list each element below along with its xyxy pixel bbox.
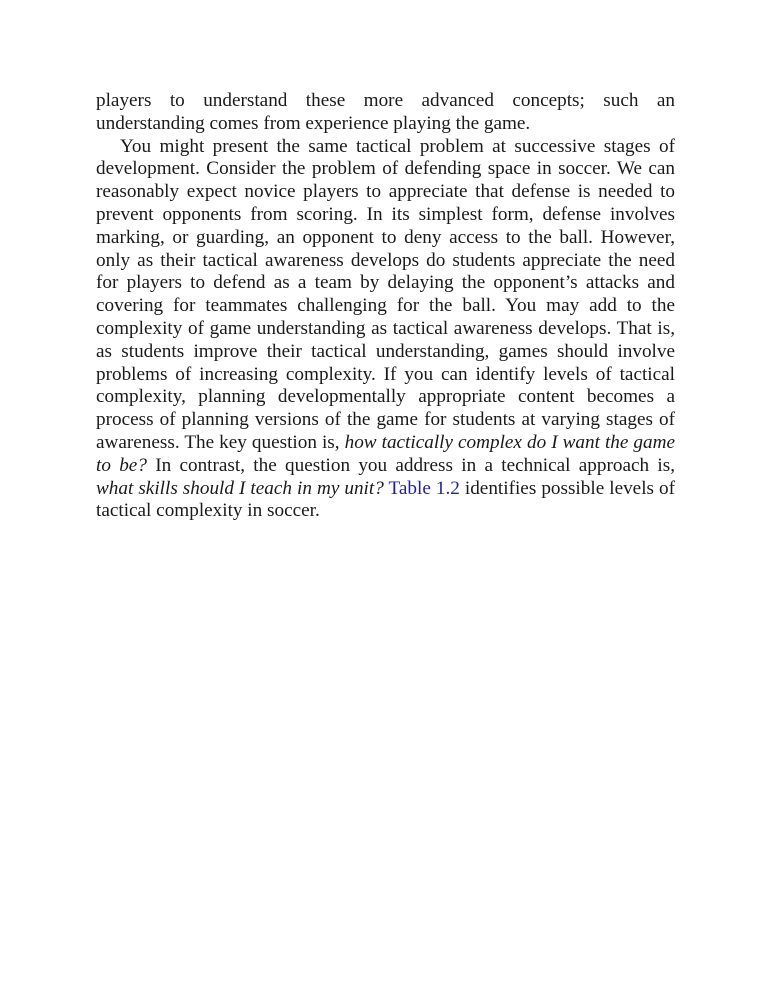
paragraph-text: In contrast, the question you address in a technical approach is, (146, 454, 675, 476)
page-body (96, 90, 675, 523)
paragraph-text: You might present the same tactical problem at successive stages of development. Consider the problem of defending space in soccer. We can reasonably expect novice players to appreciate that defense is needed to prevent opponents from scoring. In its simplest form, defense involves marking, or guarding, an opponent to deny access to the ball. However, only as their tactical awareness develops do students appreciate the need for players to defend as a team by delaying the opponent’s attacks and covering for teammates challenging for the ball. You may add to the complexity of game understanding as tactical awareness develops. That is, as students improve their tactical understanding, games should involve problems of increasing complexity. If you can identify levels of tactical complexity, planning developmentally appropriate content becomes a process of planning versions of the game for students at varying stages of awareness. The key question is, (96, 135, 675, 453)
paragraph-continued: players to understand these more advanced concepts; such an understanding comes from experience playing the game. (96, 90, 675, 134)
technical-question-italic: what skills should I teach in my unit? (96, 477, 384, 499)
key-question-italic: how tactically complex do I want the game to be? (96, 431, 675, 476)
table-reference-link[interactable]: Table 1.2 (388, 477, 460, 499)
paragraph-tactical-complexity (96, 136, 675, 524)
paragraph-text: identifies possible levels of tactical complexity in soccer. (96, 477, 675, 522)
